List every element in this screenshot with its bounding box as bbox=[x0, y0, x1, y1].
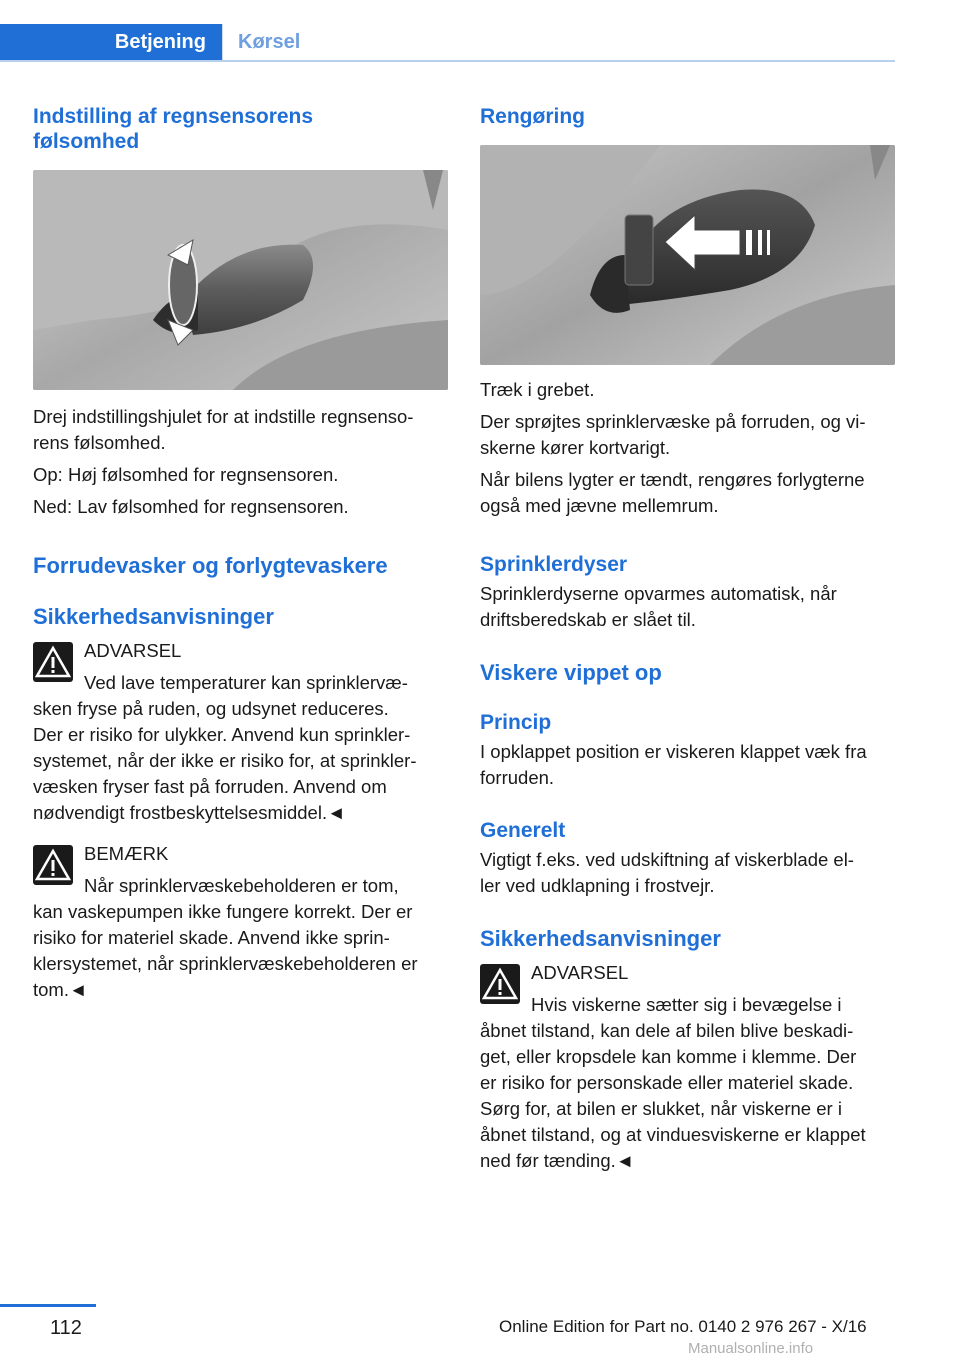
section-heading-safety: Sikkerhedsanvisninger bbox=[33, 604, 274, 629]
lever-illustration bbox=[480, 145, 895, 365]
notice-text-line: tom.◄ bbox=[33, 979, 88, 1000]
notice-text-line: klersystemet, når sprinklervæskebeholderen er bbox=[33, 953, 418, 974]
notice-text-line: risiko for materiel skade. Anvend ikke sprin- bbox=[33, 927, 390, 948]
warning-text-line: er risiko for personskade eller materiel skade. bbox=[480, 1072, 854, 1093]
notice-title: BEMÆRK bbox=[84, 843, 169, 864]
warning-triangle-icon bbox=[33, 642, 73, 682]
section-heading-general: Generelt bbox=[480, 819, 566, 842]
section-heading-wipers-up: Viskere vippet op bbox=[480, 660, 662, 685]
warning-text-line: Hvis viskerne sætter sig i bevægelse i bbox=[531, 994, 842, 1015]
warning-block-advarsel bbox=[33, 638, 453, 826]
page-number: 112 bbox=[50, 1317, 82, 1339]
footer-accent-line bbox=[0, 1304, 96, 1307]
principle-text: I opklappet position er viskeren klappet væk fra forruden. bbox=[480, 741, 867, 788]
warning-text-line: Der er risiko for ulykker. Anvend kun sprinkler- bbox=[33, 724, 411, 745]
stalk-illustration bbox=[33, 170, 448, 390]
warning-title: ADVARSEL bbox=[84, 640, 182, 661]
watermark-text: Manualsonline.info bbox=[688, 1340, 814, 1357]
warning-triangle-icon bbox=[480, 964, 520, 1004]
edition-text: Online Edition for Part no. 0140 2 976 267 - X/16 bbox=[499, 1317, 867, 1336]
notice-text-line: Når sprinklervæskebeholderen er tom, bbox=[84, 875, 399, 896]
warning-text-line: Ved lave temperaturer kan sprinklervæ- bbox=[84, 672, 408, 693]
section-heading-safety-right: Sikkerhedsanvisninger bbox=[480, 926, 721, 951]
tab-betjening[interactable]: Betjening bbox=[0, 24, 222, 60]
cleaning-effect: Der sprøjtes sprinklervæske på forruden, og vi- skerne kører kortvarigt. bbox=[480, 411, 866, 458]
warning-block-bemaerk bbox=[33, 841, 453, 1003]
chapter-tabs bbox=[0, 24, 895, 62]
nozzles-text: Sprinklerdyserne opvarmes automatisk, når driftsberedskab er slået til. bbox=[480, 583, 837, 630]
section-heading-principle: Princip bbox=[480, 711, 552, 734]
warning-title: ADVARSEL bbox=[531, 962, 629, 983]
warning-text-line: nødvendigt frostbeskyttelsesmiddel.◄ bbox=[33, 802, 346, 823]
headlight-cleaning: Når bilens lygter er tændt, rengøres forlygterne også med jævne mellemrum. bbox=[480, 469, 865, 516]
notice-text-line: kan vaskepumpen ikke fungere korrekt. Der er bbox=[33, 901, 413, 922]
tab-divider bbox=[222, 24, 223, 60]
warning-text-line: systemet, når der ikke er risiko for, at sprinkler- bbox=[33, 750, 417, 771]
tab-korsel[interactable]: Kørsel bbox=[238, 30, 301, 53]
warning-text-line: ned før tænding.◄ bbox=[480, 1150, 635, 1171]
warning-text-line: sken fryse på ruden, og udsynet reduceres. bbox=[33, 698, 389, 719]
rain-sensor-instruction: Drej indstillingshjulet for at indstille regnsenso- rens følsomhed. bbox=[33, 406, 414, 453]
general-text: Vigtigt f.eks. ved udskiftning af viskerblade el- ler ved udklapning i frostvejr. bbox=[480, 849, 854, 896]
sensitivity-high: Op: Høj følsomhed for regnsensoren. bbox=[33, 464, 339, 485]
wiper-lever-photo bbox=[480, 145, 895, 365]
sensitivity-low: Ned: Lav følsomhed for regnsensoren. bbox=[33, 496, 349, 517]
warning-text-line: get, eller kropsdele kan komme i klemme. Der bbox=[480, 1046, 857, 1067]
warning-text-line: åbnet tilstand, og at vinduesviskerne er klappet bbox=[480, 1124, 866, 1145]
warning-text-line: Sørg for, at bilen er slukket, når viskerne er i bbox=[480, 1098, 842, 1119]
tab-underline bbox=[0, 60, 895, 62]
warning-text-line: væsken fryser fast på forruden. Anvend om bbox=[33, 776, 387, 797]
section-heading-washers: Forrudevasker og forlygtevaskere bbox=[33, 553, 388, 578]
warning-block-advarsel-right bbox=[480, 960, 900, 1174]
section-heading-rain-sensor: Indstilling af regnsensorens følsomhed bbox=[33, 105, 314, 153]
section-heading-nozzles: Sprinklerdyser bbox=[480, 553, 628, 576]
warning-triangle-icon bbox=[33, 845, 73, 885]
warning-text-line: åbnet tilstand, kan dele af bilen blive beskadi- bbox=[480, 1020, 854, 1041]
rain-sensor-photo bbox=[33, 170, 448, 390]
section-heading-cleaning: Rengøring bbox=[480, 105, 585, 128]
cleaning-instruction: Træk i grebet. bbox=[480, 379, 595, 400]
